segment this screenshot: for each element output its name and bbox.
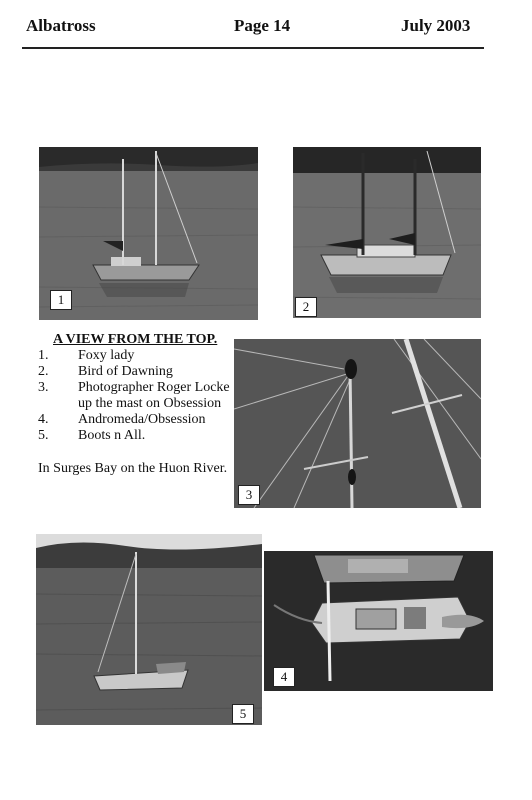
- newsletter-name: Albatross: [26, 16, 96, 35]
- caption-item: [38, 412, 238, 428]
- photo-up-the-mast: [234, 339, 481, 508]
- photo-number-3: 3: [238, 485, 260, 505]
- caption-item-number: [38, 396, 78, 412]
- caption-title: A VIEW FROM THE TOP.: [53, 332, 218, 347]
- caption-item-number: 4.: [38, 412, 49, 427]
- caption-item: [38, 364, 238, 380]
- caption-location: In Surges Bay on the Huon River.: [38, 461, 228, 476]
- header-rule: [22, 47, 484, 49]
- caption-item: [38, 348, 238, 364]
- caption-item-number: 1.: [38, 348, 49, 363]
- photo-number-5: 5: [232, 704, 254, 724]
- photo-number-1: 1: [50, 290, 72, 310]
- caption-item-number: 2.: [38, 364, 49, 379]
- caption-item: [38, 380, 238, 396]
- caption-item-text: Boots n All.: [78, 428, 146, 443]
- issue-date: July 2003: [401, 16, 471, 35]
- caption-item-text: Photographer Roger Locke: [78, 380, 230, 395]
- caption-item-text: Andromeda/Obsession: [78, 412, 206, 427]
- photo-number-4: 4: [273, 667, 295, 687]
- caption-item-text: up the mast on Obsession: [78, 396, 222, 411]
- photo-foxy-lady: [39, 147, 258, 320]
- caption-item-text: Bird of Dawning: [78, 364, 173, 379]
- caption-item: [38, 428, 238, 444]
- caption-item-number: 3.: [38, 380, 49, 395]
- caption-item-number: 5.: [38, 428, 49, 443]
- photo-number-2: 2: [295, 297, 317, 317]
- page-number: Page 14: [234, 16, 291, 35]
- caption-item-text: Foxy lady: [78, 348, 135, 363]
- caption-block: [38, 332, 238, 477]
- photo-bird-of-dawning: [293, 147, 481, 318]
- photo-boots-n-all: [36, 534, 262, 725]
- photo-andromeda-obsession: [264, 551, 493, 691]
- caption-item: [38, 396, 238, 412]
